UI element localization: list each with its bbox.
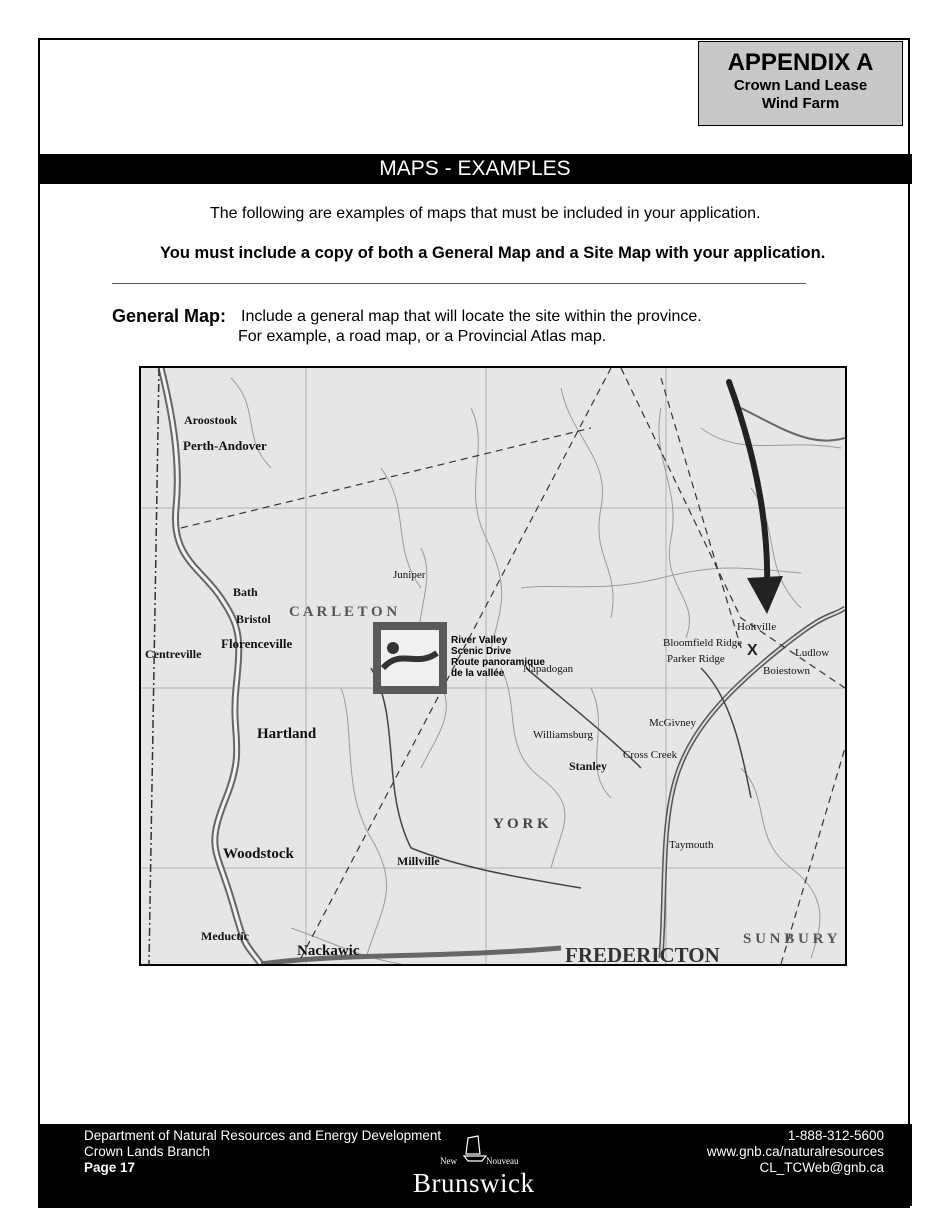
place-florenceville: Florenceville [221, 636, 293, 651]
place-millville: Millville [397, 854, 440, 868]
general-map-label: General Map: [112, 306, 227, 326]
place-stanley: Stanley [569, 759, 608, 773]
appendix-box [698, 41, 903, 126]
intro-text: The following are examples of maps that must be included in your application. [210, 205, 761, 222]
place-meductic: Meductic [201, 929, 249, 943]
general-map-line1: Include a general map that will locate the site within the province. [241, 308, 702, 325]
place-holtville: Holtville [737, 621, 777, 633]
logo-nouveau: Nouveau [486, 1156, 519, 1166]
scenic-line1: River Valley [451, 635, 508, 646]
place-fredericton: FREDERICTON [565, 943, 720, 964]
ship-icon [408, 1134, 553, 1164]
place-woodstock: Woodstock [223, 846, 294, 862]
place-centreville: Centreville [145, 647, 202, 661]
logo-new: New [440, 1156, 457, 1166]
footer-page-number: Page 17 [84, 1160, 136, 1175]
place-parker-ridge: Parker Ridge [667, 653, 725, 665]
footer-dept: Department of Natural Resources and Energy Development [84, 1128, 442, 1143]
place-juniper: Juniper [393, 569, 426, 581]
place-nackawic: Nackawic [297, 943, 360, 959]
site-marker: X [747, 642, 758, 659]
place-bloomfield-ridge: Bloomfield Ridge [663, 637, 743, 649]
footer-phone: 1-888-312-5600 [787, 1128, 884, 1143]
logo-brunswick: Brunswick [413, 1168, 535, 1198]
place-boiestown: Boiestown [763, 665, 811, 677]
section-banner: MAPS - EXAMPLES [38, 154, 912, 184]
general-map-image [139, 366, 847, 966]
footer-right [707, 1128, 884, 1176]
place-mcgivney: McGivney [649, 717, 697, 729]
appendix-title: APPENDIX A [727, 49, 874, 76]
footer-web[interactable]: www.gnb.ca/naturalresources [706, 1144, 884, 1159]
scenic-line3: Route panoramique [451, 657, 545, 668]
footer-email[interactable]: CL_TCWeb@gnb.ca [759, 1160, 884, 1175]
place-bristol: Bristol [236, 612, 271, 626]
general-map-line2: For example, a road map, or a Provincial Atlas map. [238, 328, 607, 345]
region-carleton: C A R L E T O N [289, 604, 398, 620]
place-williamsburg: Williamsburg [533, 729, 593, 741]
place-napadogan: Napadogan [523, 663, 574, 675]
scenic-line2: Scenic Drive [451, 646, 512, 657]
footer [38, 1124, 912, 1206]
place-aroostook: Aroostook [184, 413, 238, 427]
place-bath: Bath [233, 585, 258, 599]
nb-logo [408, 1134, 553, 1200]
footer-branch: Crown Lands Branch [84, 1144, 211, 1159]
divider [112, 283, 806, 284]
place-cross-creek: Cross Creek [623, 749, 678, 761]
scenic-line4: de la vallée [451, 668, 505, 679]
appendix-line1: Crown Land Lease [733, 77, 868, 94]
footer-left [84, 1128, 441, 1176]
appendix-line2: Wind Farm [761, 95, 840, 112]
place-ludlow: Ludlow [795, 647, 830, 659]
place-perth-andover: Perth-Andover [183, 438, 267, 453]
region-york: Y O R K [493, 816, 549, 832]
region-sunbury: S U N B U R Y [743, 931, 838, 947]
place-taymouth: Taymouth [669, 839, 714, 851]
must-include-text: You must include a copy of both a General Map and a Site Map with your application. [160, 244, 826, 262]
place-hartland: Hartland [257, 726, 317, 742]
map-drawing [141, 368, 845, 964]
